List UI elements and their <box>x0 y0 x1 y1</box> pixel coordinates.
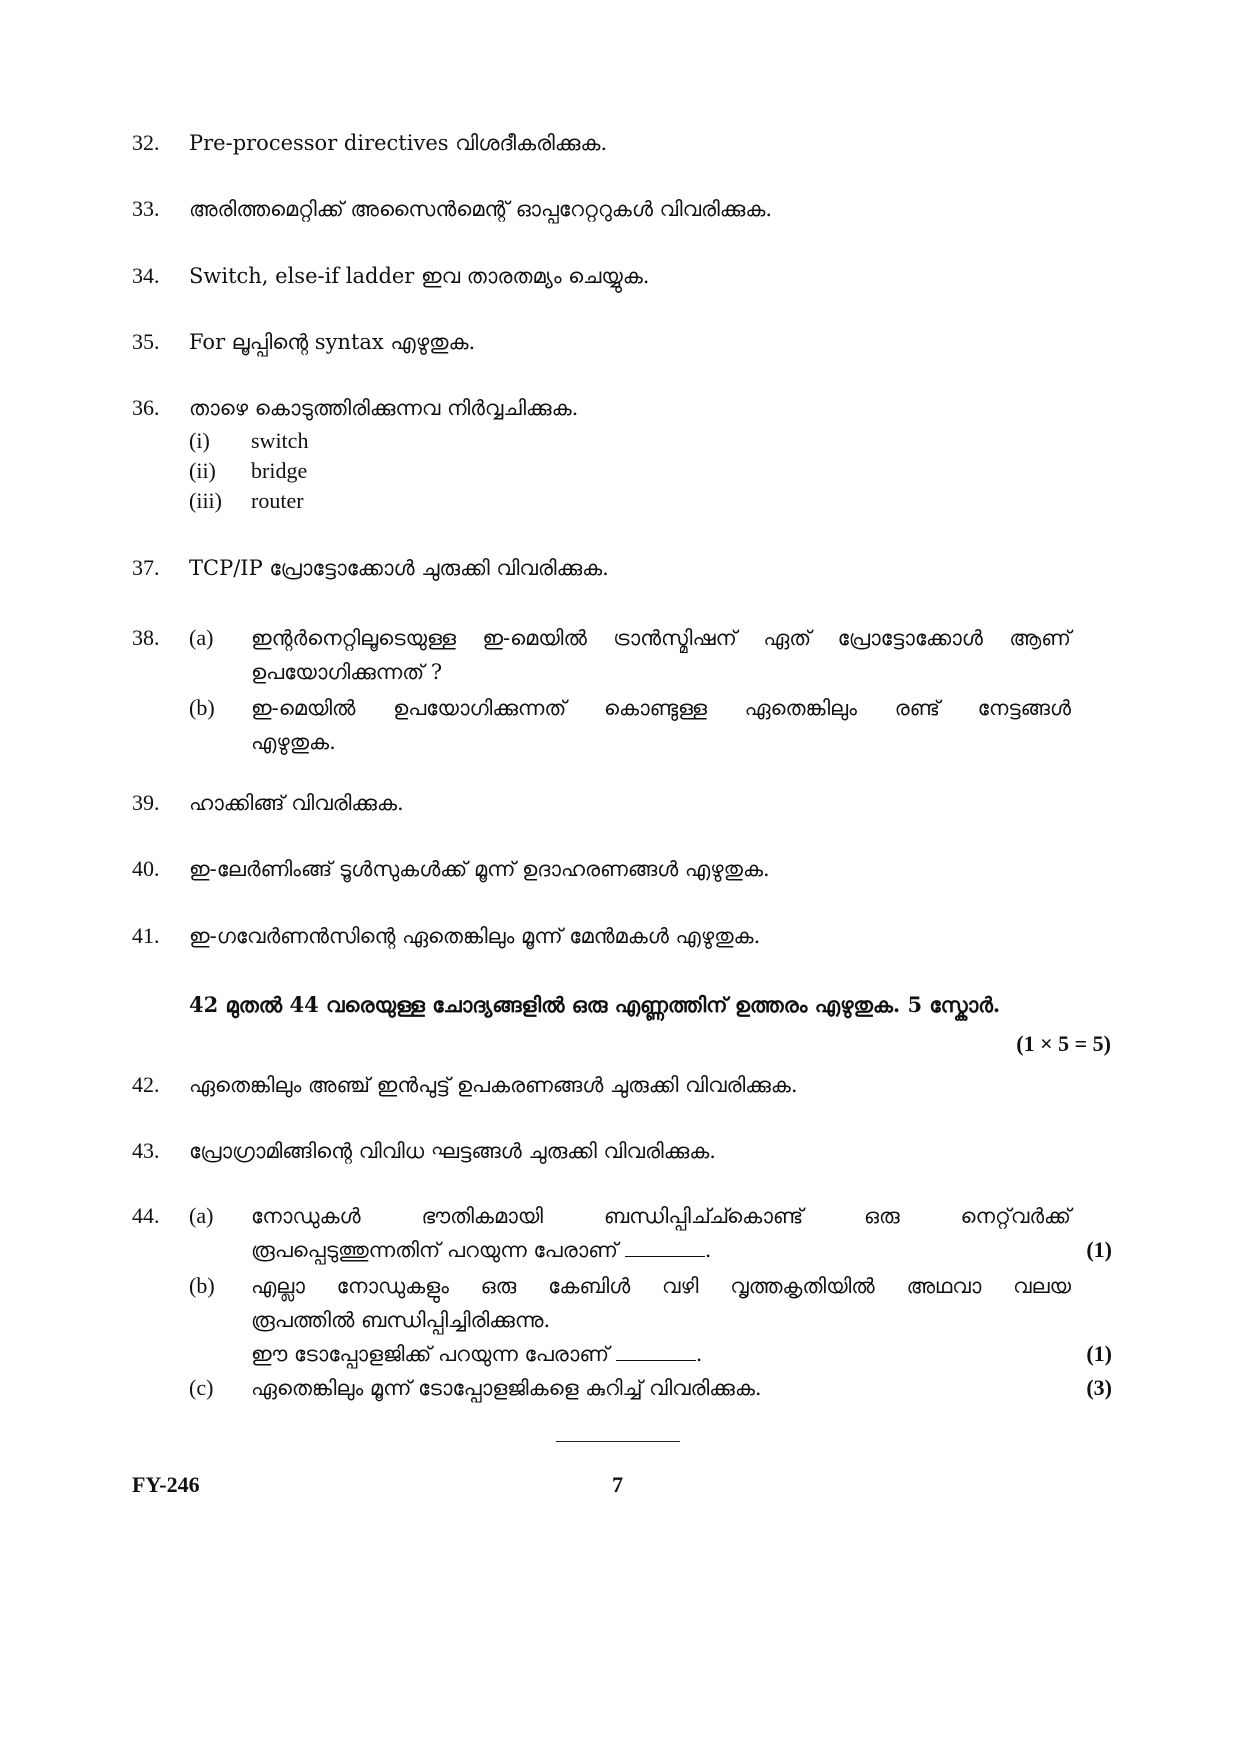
question-text: TCP/IP പ്രോട്ടോക്കോൾ ചുരുക്കി വിവരിക്കുക. <box>189 556 609 580</box>
page-number: 7 <box>612 1472 623 1497</box>
question-number: 35. <box>132 329 160 354</box>
sub-text-line: ഉപയോഗിക്കുന്നത് ? <box>251 660 443 684</box>
marks: (3) <box>1086 1375 1112 1400</box>
item-label: (ii) <box>189 458 216 483</box>
question-number: 42. <box>132 1072 160 1097</box>
question-text: ഹാക്കിങ്ങ് വിവരിക്കുക. <box>189 791 404 815</box>
section-instruction: 42 മുതൽ 44 വരെയുള്ള ചോദ്യങ്ങളിൽ ഒരു എണ്ണത്തിന് ഉത്തരം എഴുതുക. 5 സ്കോർ. <box>189 992 1001 1017</box>
question-number: 38. <box>132 625 160 650</box>
section-marks: (1 × 5 = 5) <box>1016 1031 1111 1056</box>
sub-text-line: നോഡുകൾ ഭൗതികമായി ബന്ധിപ്പിച്ച്കൊണ്ട് ഒരു നെറ്റ്‌വർക്ക് <box>251 1204 1071 1228</box>
end-divider <box>556 1441 680 1442</box>
sub-text-line: ഇ-മെയിൽ ഉപയോഗിക്കുന്നത് കൊണ്ടുള്ള ഏതെങ്കിലും രണ്ട് നേട്ടങ്ങൾ <box>251 696 1071 720</box>
question-number: 43. <box>132 1138 160 1163</box>
question-number: 36. <box>132 395 160 420</box>
question-text: Pre-processor directives വിശദീകരിക്കുക. <box>189 131 608 155</box>
question-38 <box>132 621 1112 761</box>
marks: (1) <box>1086 1341 1112 1366</box>
question-text: Switch, else-if ladder ഇവ താരതമ്യം ചെയ്യുക. <box>189 264 650 288</box>
sub-text-line: രൂപപ്പെടുത്തുന്നതിന് പറയുന്ന പേരാണ് . <box>251 1238 712 1262</box>
question-number: 37. <box>132 555 160 580</box>
question-text: താഴെ കൊടുത്തിരിക്കുന്നവ നിർവ്വചിക്കുക. <box>189 396 579 420</box>
marks: (1) <box>1086 1237 1112 1262</box>
question-36 <box>132 391 1112 521</box>
sub-text-line: ഇന്റർനെറ്റിലൂടെയുള്ള ഇ-മെയിൽ ട്രാൻസ്മിഷന് ഏത് പ്രോട്ടോക്കോൾ ആണ് <box>251 626 1071 650</box>
sub-text-line: രൂപത്തിൽ ബന്ധിപ്പിച്ചിരിക്കുന്നു. <box>251 1308 551 1332</box>
item-label: (i) <box>189 428 210 453</box>
question-number: 34. <box>132 263 160 288</box>
question-text: ഇ-ഗവേർണൻസിന്റെ ഏതെങ്കിലും മൂന്ന് മേൻമകൾ എഴുതുക. <box>189 924 761 948</box>
question-44 <box>132 1199 1112 1409</box>
question-number: 41. <box>132 923 160 948</box>
question-number: 32. <box>132 130 160 155</box>
item-text: router <box>251 488 304 513</box>
question-text: പ്രോഗ്രാമിങ്ങിന്റെ വിവിധ ഘട്ടങ്ങൾ ചുരുക്കി വിവരിക്കുക. <box>189 1139 716 1163</box>
question-number: 44. <box>132 1203 160 1228</box>
question-text: അരിത്തമെറ്റിക്ക് അസൈൻമെന്റ് ഓപ്പറേറ്ററുകൾ വിവരിക്കുക. <box>189 197 773 221</box>
question-number: 40. <box>132 856 160 881</box>
question-number: 39. <box>132 790 160 815</box>
sub-label: (b) <box>189 695 215 720</box>
sub-label: (a) <box>189 1203 214 1228</box>
sub-text-line: എല്ലാ നോഡുകളും ഒരു കേബിൾ വഴി വൃത്തകൃതിയിൽ അഥവാ വലയ <box>251 1274 1071 1298</box>
sub-text-line: ഈ ടോപ്പോളജിക്ക് പറയുന്ന പേരാണ് . <box>251 1342 703 1366</box>
answer-blank <box>625 1255 705 1257</box>
item-label: (iii) <box>189 488 222 513</box>
sub-label: (c) <box>189 1375 214 1400</box>
answer-blank <box>616 1359 696 1361</box>
sub-text: ഏതെങ്കിലും മൂന്ന് ടോപ്പോളജികളെ കുറിച്ച് വിവരിക്കുക. <box>251 1376 762 1400</box>
question-number: 33. <box>132 196 160 221</box>
sub-text-line: എഴുതുക. <box>251 730 336 754</box>
question-text: For ലൂപ്പിന്റെ syntax എഴുതുക. <box>189 330 476 354</box>
sub-label: (b) <box>189 1273 215 1298</box>
question-text: ഇ-ലേർണിംങ്ങ് ടൂൾസുകൾക്ക് മൂന്ന് ഉദാഹരണങ്ങൾ എഴുതുക. <box>189 857 770 881</box>
paper-code: FY-246 <box>132 1472 200 1497</box>
sub-label: (a) <box>189 625 214 650</box>
item-text: switch <box>251 428 309 453</box>
item-text: bridge <box>251 458 308 483</box>
question-text: ഏതെങ്കിലും അഞ്ച് ഇൻപുട്ട് ഉപകരണങ്ങൾ ചുരുക്കി വിവരിക്കുക. <box>189 1073 798 1097</box>
